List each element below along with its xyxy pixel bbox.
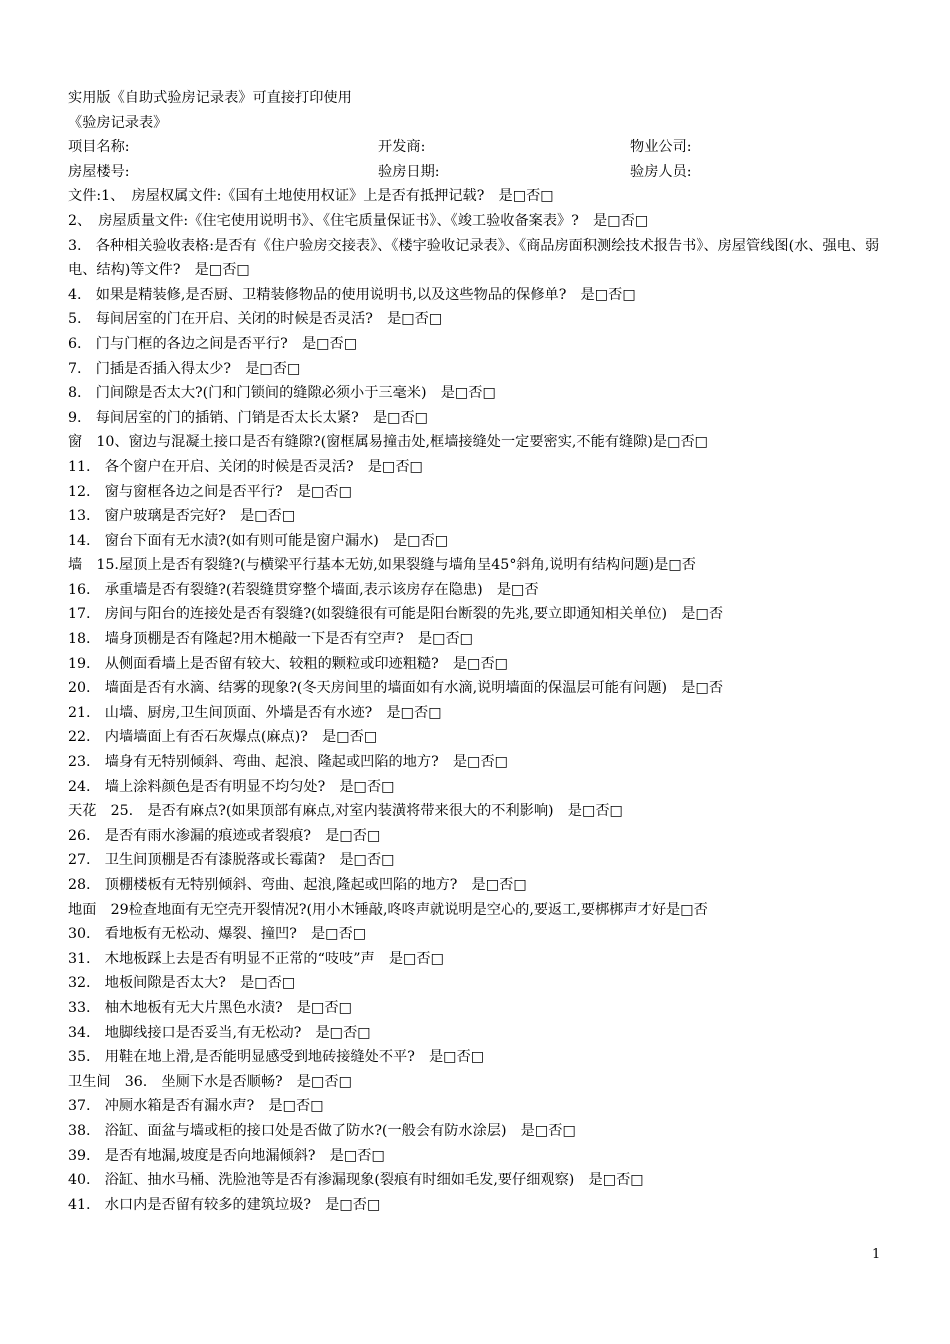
checklist-item: 34. 地脚线接口是否妥当,有无松动? 是□否□: [68, 1024, 371, 1041]
checklist-item: 13. 窗户玻璃是否完好? 是□否□: [68, 508, 296, 525]
checklist-item: 7. 门插是否插入得太少? 是□否□: [68, 360, 301, 377]
checklist-item: 37. 冲厕水箱是否有漏水声? 是□否□: [68, 1098, 324, 1115]
checklist-item: 28. 顶棚楼板有无特别倾斜、弯曲、起浪,隆起或凹陷的地方? 是□否□: [68, 877, 527, 893]
inspector-label: 验房人员:: [630, 163, 692, 180]
checklist-item: 41. 水口内是否留有较多的建筑垃圾? 是□否□: [68, 1196, 381, 1213]
checklist-item: 38. 浴缸、面盆与墙或柜的接口处是否做了防水?(一般会有防水涂层) 是□否□: [68, 1122, 576, 1139]
checklist-item: 卫生间 36. 坐厕下水是否顺畅? 是□否□: [68, 1073, 352, 1090]
checklist-item: 31. 木地板踩上去是否有明显不正常的“吱吱”声 是□否□: [68, 950, 445, 967]
checklist-item: 39. 是否有地漏,坡度是否向地漏倾斜? 是□否□: [68, 1147, 385, 1164]
checklist-item: 8. 门间隙是否太大?(门和门锁间的缝隙必须小于三毫米) 是□否□: [68, 385, 496, 402]
developer-label: 开发商:: [378, 139, 426, 156]
checklist-item: 35. 用鞋在地上滑,是否能明显感受到地砖接缝处不平? 是□否□: [68, 1049, 485, 1066]
checklist-item: 窗 10、窗边与混凝土接口是否有缝隙?(窗框属易撞击处,框墙接缝处一定要密实,不能有缝隙)是□否□: [68, 434, 709, 451]
checklist-item: 30. 看地板有无松动、爆裂、撞凹? 是□否□: [68, 926, 367, 943]
checklist-item: 16. 承重墙是否有裂缝?(若裂缝贯穿整个墙面,表示该房存在隐患) 是□否: [68, 581, 539, 598]
document-body: [68, 86, 888, 1217]
checklist-item: 22. 内墙墙面上有否石灰爆点(麻点)? 是□否□: [68, 729, 378, 746]
form-title: 《验房记录表》: [68, 114, 168, 131]
checklist-item: 2、 房屋质量文件:《住宅使用说明书》、《住宅质量保证书》、《竣工验收备案表》? 是□否□: [68, 212, 649, 229]
checklist-item: 33. 柚木地板有无大片黑色水渍? 是□否□: [68, 999, 352, 1016]
building-number-label: 房屋楼号:: [68, 163, 130, 180]
checklist-item: 文件:1、 房屋权属文件:《国有土地使用权证》上是否有抵押记载? 是□否□: [68, 188, 554, 205]
property-company-label: 物业公司:: [630, 139, 692, 156]
checklist-item: 32. 地板间隙是否太大? 是□否□: [68, 975, 296, 992]
page-number: 1: [872, 1247, 881, 1262]
checklist-item: 6. 门与门框的各边之间是否平行? 是□否□: [68, 335, 358, 352]
checklist-item: 地面 29检查地面有无空壳开裂情况?(用小木锤敲,咚咚声就说明是空心的,要返工,要梆梆声才好是□否: [68, 901, 708, 918]
checklist-item: 9. 每间居室的门的插销、门销是否太长太紧? 是□否□: [68, 409, 429, 426]
checklist-item: 40. 浴缸、抽水马桶、洗脸池等是否有渗漏现象(裂痕有时细如毛发,要仔细观察) 是□否□: [68, 1172, 644, 1189]
fields-row-1: [68, 135, 888, 160]
checklist-item: 天花 25. 是否有麻点?(如果顶部有麻点,对室内装潢将带来很大的不利影响) 是□否□: [68, 803, 623, 820]
inspection-date-label: 验房日期:: [378, 163, 440, 180]
checklist-item: 19. 从侧面看墙上是否留有较大、较粗的颗粒或印迹粗糙? 是□否□: [68, 655, 509, 672]
checklist-item: 23. 墙身有无特别倾斜、弯曲、起浪、隆起或凹陷的地方? 是□否□: [68, 754, 509, 771]
checklist-item: 17. 房间与阳台的连接处是否有裂缝?(如裂缝很有可能是阳台断裂的先兆,要立即通知相关单位) 是□否: [68, 606, 724, 623]
project-name-label: 项目名称:: [68, 139, 130, 156]
checklist-item: 18. 墙身顶棚是否有隆起?用木槌敲一下是否有空声? 是□否□: [68, 631, 474, 648]
checklist-item: 21. 山墙、厨房,卫生间顶面、外墙是否有水迹? 是□否□: [68, 704, 442, 721]
checklist-item: 4. 如果是精装修,是否厨、卫精装修物品的使用说明书,以及这些物品的保修单? 是□否□: [68, 286, 636, 303]
fields-row-2: [68, 160, 888, 185]
checklist-item: 27. 卫生间顶棚是否有漆脱落或长霉菌? 是□否□: [68, 852, 395, 869]
checklist-item: 5. 每间居室的门在开启、关闭的时候是否灵活? 是□否□: [68, 311, 443, 328]
document-heading: 实用版《自助式验房记录表》可直接打印使用: [68, 90, 352, 106]
checklist-item: 24. 墙上涂料颜色是否有明显不均匀处? 是□否□: [68, 778, 395, 795]
checklist-item: 11. 各个窗户在开启、关闭的时候是否灵活? 是□否□: [68, 458, 423, 475]
checklist-item: 20. 墙面是否有水滴、结雾的现象?(冬天房间里的墙面如有水滴,说明墙面的保温层可能有问题) 是□否: [68, 680, 724, 697]
checklist-item: 12. 窗与窗框各边之间是否平行? 是□否□: [68, 483, 352, 500]
checklist-item: 14. 窗台下面有无水渍?(如有则可能是窗户漏水) 是□否□: [68, 532, 449, 549]
checklist-item: 3. 各种相关验收表格:是否有《住户验房交接表》、《楼宇验收记录表》、《商品房面积测绘技术报告书》、房屋管线图(水、强电、弱电、结构)等文件? 是□否□: [68, 237, 880, 279]
checklist-item: 26. 是否有雨水渗漏的痕迹或者裂痕? 是□否□: [68, 827, 381, 844]
checklist-item: 墙 15.屋顶上是否有裂缝?(与横梁平行基本无妨,如果裂缝与墙角呈45°斜角,说明有结构问题)是□否: [68, 557, 696, 574]
